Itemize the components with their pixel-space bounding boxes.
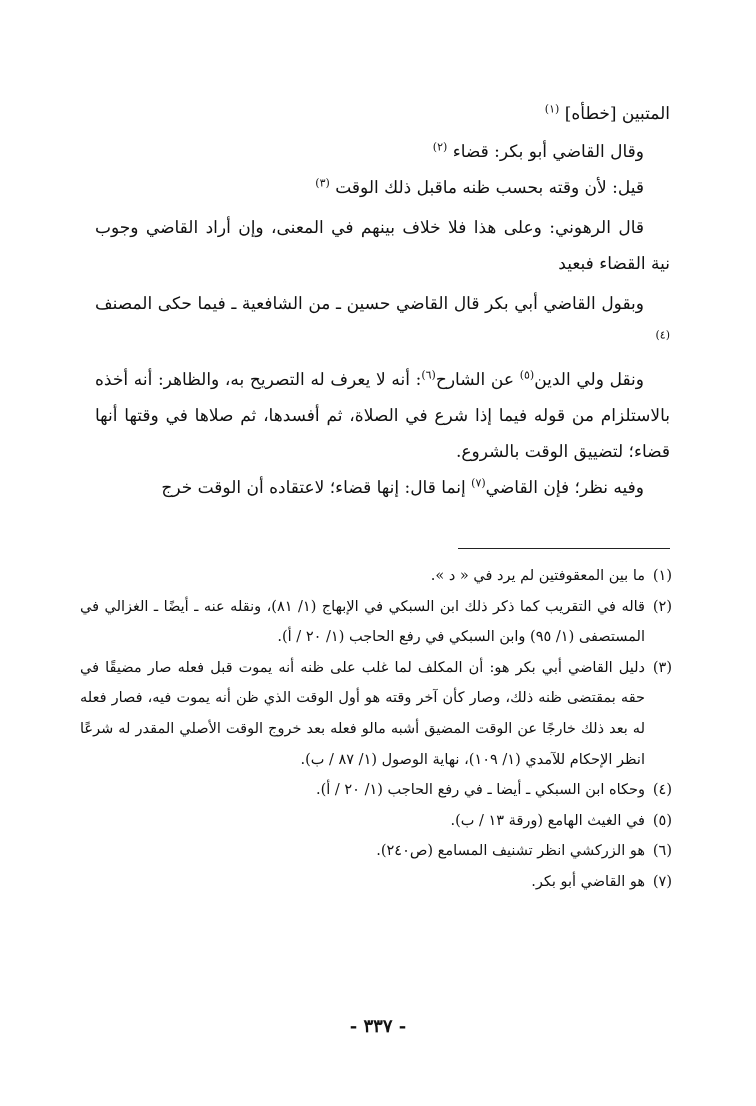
footnote-text: هو الزركشي انظر تشنيف المسامع (ص٢٤٠). [376,843,645,860]
footnote-text: دليل القاضي أبي بكر هو: أن المكلف لما غلب على ظنه أنه يموت قبل فعله صار مضيقًا في حقه بمقتضى ظنه ذلك، وصار كأن آخر وقته هو أول الوقت الذي ظن أنه يموت فيه، فصار فعله له بعد ذلك خارجًا عن الوقت المضيق أشبه مالو فعله بعد خروج الوقت الأصلي المقدر له شرعًا انظر الإحكام للآمدي (١/ ١٠٩)، نهاية الوصول (١/ ٨٧ / ب). [80,659,645,768]
paragraph-5 [95,362,670,470]
footnote-number: (١) [652,568,672,584]
main-text [95,96,670,506]
paragraph-4 [95,286,670,358]
p5-text-b: عن الشارح [435,370,520,390]
footnote-5 [80,806,672,837]
paragraph-1 [95,134,670,170]
footnote-2 [80,592,672,653]
line1-text: المتبين [خطأه] [564,104,670,124]
footnote-ref-7: (٧) [471,476,486,490]
footnote-ref-6: (٦) [421,368,436,382]
footnote-ref-2: (٢) [432,140,448,154]
p1-text: وقال القاضي أبو بكر: قضاء [452,142,644,162]
footnote-number: (٥) [652,812,672,829]
footnote-3 [80,653,672,775]
footnote-ref-1: (١) [544,102,560,116]
p2-text: قيل: لأن وقته بحسب ظنه ماقبل ذلك الوقت [335,178,644,198]
footnote-ref-3: (٣) [315,176,330,190]
paragraph-3 [95,210,670,282]
footnote-number: (٧) [652,873,672,890]
footnote-1 [80,561,672,592]
footnote-text: قاله في التقريب كما ذكر ذلك ابن السبكي في الإبهاج (١/ ٨١)، ونقله عنه ـ أيضًا ـ الغزالي في المستصفى (١/ ٩٥) وابن السبكي في رفع الحاجب (١/ ٢٠ / أ). [80,598,645,646]
footnote-divider [458,548,670,549]
footnote-number: (٣) [652,659,672,676]
paragraph-2 [95,170,670,206]
footnote-ref-5: (٥) [519,368,535,382]
footnotes [80,561,672,898]
p5-text-c: : أنه لا يعرف له التصريح به، والظاهر: أنه أخذه بالاستلزام من قوله فيما إذا شرع في الصلاة، ثم أفسدها، ثم صلاها في وقتها أنها قضاء؛ لتضييق الوقت بالشروع. [95,370,670,462]
footnote-6 [80,836,672,867]
footnote-text: وحكاه ابن السبكي ـ أيضا ـ في رفع الحاجب (١/ ٢٠ / أ). [315,782,645,799]
p6-text-a: وفيه نظر؛ فإن القاضي [485,478,644,498]
footnote-number: (٦) [652,843,672,860]
footnote-4 [80,775,672,806]
paragraph-6 [95,470,670,506]
footnote-ref-4: (٤) [655,328,670,342]
p4-text: وبقول القاضي أبي بكر قال القاضي حسين ـ من الشافعية ـ فيما حكى المصنف [95,294,644,314]
page-number: - ٣٣٧ - [349,1016,407,1037]
footnote-7 [80,867,672,898]
footnote-number: (٤) [652,782,672,799]
p3-text: قال الرهوني: وعلى هذا فلا خلاف بينهم في المعنى، وإن أراد القاضي وجوب نية القضاء فبعيد [95,218,670,274]
footnote-text: هو القاضي أبو بكر. [531,873,645,890]
footnote-text: ما بين المعقوفتين لم يرد في « د ». [430,568,645,584]
footnote-text: في الغيث الهامع (ورقة ١٣ / ب). [450,812,645,829]
p6-text-b: إنما قال: إنها قضاء؛ لاعتقاده أن الوقت خرج [161,478,472,498]
footnote-number: (٢) [652,598,672,615]
p5-text-a: ونقل ولي الدين [534,370,644,390]
paragraph-line1 [95,96,670,132]
